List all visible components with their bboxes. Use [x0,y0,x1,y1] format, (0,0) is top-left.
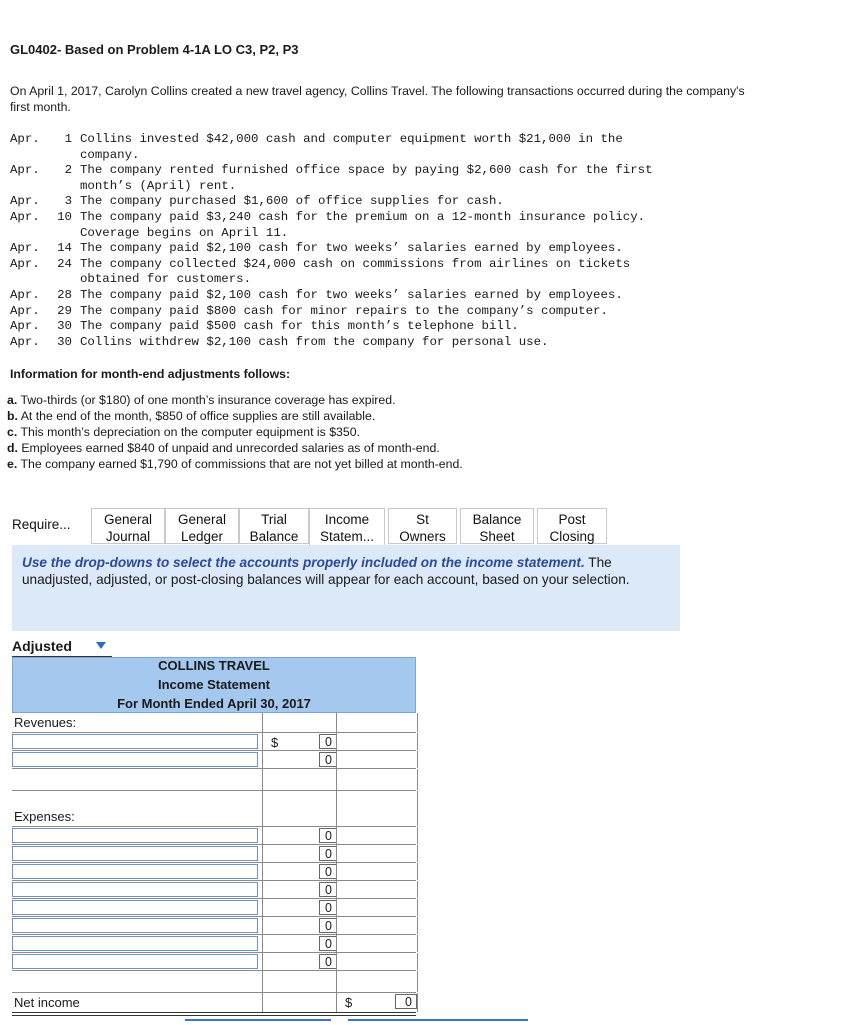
expense-account-select[interactable] [12,846,258,861]
amount-value-box [319,846,337,861]
tab-label: General [103,512,153,527]
amount-cell [262,971,337,992]
amount-cell [262,917,337,934]
transaction-continuation: company. [80,147,140,162]
tab-general-journal[interactable] [91,508,165,544]
transaction-day: 3 [64,194,72,209]
transaction-day: 14 [57,241,72,256]
problem-intro: On April 1, 2017, Carolyn Collins created a new travel agency, Collins Travel. The following transactions occurred during the company's first month. [10,84,745,114]
amount-value: 0 [325,753,332,767]
total-cell [336,917,418,934]
expense-row [12,953,416,971]
expense-account-select[interactable] [12,918,258,933]
adjustment-item [7,425,360,439]
amount-value: 0 [325,829,332,843]
total-cell [336,713,418,732]
section-label: Revenues: [14,715,77,730]
instruction-emphasis: Use the drop-downs to select the accounts properly included on the income statement. [22,555,585,570]
total-cell [336,899,418,916]
amount-cell [262,791,337,826]
amount-value: 0 [325,937,332,951]
total-cell [336,935,418,952]
statement-period: For Month Ended April 30, 2017 [117,696,311,711]
total-cell [336,733,418,750]
total-cell [336,845,418,862]
tab-label: Income [324,512,370,527]
transaction-row [10,163,800,179]
section-label: Expenses: [14,809,75,824]
tab-income-statement[interactable] [309,508,385,546]
expense-row [12,863,416,881]
expense-row [12,899,416,917]
chevron-down-icon [96,642,106,649]
transaction-text: Collins invested $42,000 cash and computer equipment worth $21,000 in the [80,132,623,146]
tab-label: Post [558,512,586,527]
net-income-cell [336,993,418,1012]
amount-value: 0 [325,955,332,969]
amount-cell [262,863,337,880]
tab-required[interactable]: Require... [12,517,71,532]
transaction-day: 30 [57,334,72,349]
transaction-text: The company paid $2,100 cash for two weeks’ salaries earned by employees. [80,241,623,256]
tab-label: Balance [472,512,522,527]
transaction-text: The company paid $3,240 cash for the premium on a 12-month insurance policy. [80,210,646,224]
amount-value-box [319,900,337,915]
adjustment-item [7,441,440,455]
tab-label: Ledger [180,529,224,544]
transaction-text: The company paid $800 cash for minor repairs to the company’s computer. [80,303,608,318]
transaction-day: 29 [57,303,72,318]
amount-cell [262,953,337,970]
expense-row [12,881,416,899]
transaction-month: Apr. [10,334,40,349]
tab-label: Owners [399,529,446,544]
revenue-row [12,751,416,769]
adjustments-heading: Information for month-end adjustments follows: [10,367,291,381]
expense-row [12,845,416,863]
amount-value: 0 [325,735,332,749]
adjustment-letter: c. [7,425,18,439]
amount-cell [262,827,337,844]
tab-label: Trial [261,512,287,527]
expense-row [12,917,416,935]
transaction-text: The company purchased $1,600 of office supplies for cash. [80,194,504,209]
net-income-box [395,994,417,1009]
adjustment-text: Two-thirds (or $180) of one month’s insurance coverage has expired. [20,393,396,407]
adjustment-letter: e. [7,457,18,471]
expenses-label [12,791,416,827]
transaction-day: 30 [57,319,72,334]
transaction-continuation: month’s (April) rent. [80,178,237,193]
transaction-month: Apr. [10,288,40,302]
net-income-label: Net income [14,995,80,1010]
amount-value: 0 [325,883,332,897]
expense-account-select[interactable] [12,882,258,897]
transaction-row [10,257,800,273]
double-underline [12,1015,416,1016]
transaction-month: Apr. [10,256,40,271]
instruction-text: The unadjusted, adjusted, or post-closing balances will appear for each account, based on your selection. [22,555,630,587]
transaction-month: Apr. [10,132,40,146]
amount-value-box [319,828,337,843]
prev-button[interactable] [185,1019,331,1025]
total-cell [336,863,418,880]
transaction-continuation: Coverage begins on April 11. [80,225,289,240]
expense-account-select[interactable] [12,900,258,915]
tab-label: St [416,512,429,527]
amount-value-box [319,864,337,879]
total-cell [336,791,418,826]
amount-cell [262,769,337,790]
transaction-month: Apr. [10,241,40,256]
statement-header [12,657,416,713]
amount-cell [262,993,337,1012]
revenue-row [12,733,416,751]
amount-value: 0 [325,847,332,861]
transaction-month: Apr. [10,194,40,209]
amount-cell [262,881,337,898]
balance-type-dropdown[interactable] [12,636,112,657]
adjustment-item [7,393,396,407]
transaction-month: Apr. [10,319,40,334]
instruction-box [12,545,680,631]
tab-label: Journal [105,529,151,544]
transaction-day: 28 [57,288,72,302]
transaction-text: The company paid $2,100 cash for two weeks’ salaries earned by employees. [80,288,623,302]
transaction-row [10,210,800,226]
total-cell [336,971,418,992]
tab-label: General [177,512,227,527]
amount-value-box [319,936,337,951]
transaction-row [10,194,800,210]
amount-cell [262,935,337,952]
tab-general-ledger[interactable] [165,508,239,544]
company-name: COLLINS TRAVEL [158,658,270,673]
amount-value-box [319,752,337,767]
tab-label: Sheet [479,529,515,544]
amount-cell [262,751,337,768]
tab-trial-balance[interactable] [239,508,309,544]
adjustment-letter: a. [7,393,18,407]
amount-value-box [319,918,337,933]
transaction-day: 24 [57,256,72,271]
expense-account-select[interactable] [12,864,258,879]
adjustment-letter: d. [7,441,18,455]
transaction-month: Apr. [10,163,40,178]
revenue-account-select[interactable] [12,734,258,749]
amount-cell [262,733,337,750]
transaction-day: 10 [57,210,72,224]
transaction-day: 1 [64,132,72,146]
transaction-month: Apr. [10,210,40,224]
balance-type-value: Adjusted [12,638,72,654]
expense-row [12,827,416,845]
amount-value-box [319,734,337,749]
expense-account-select[interactable] [12,954,258,969]
transaction-row [10,288,800,304]
net-income-value: 0 [405,995,412,1009]
revenues-label [12,713,416,733]
adjustment-letter: b. [7,409,18,423]
transaction-text: Collins withdrew $2,100 cash from the company for personal use. [80,334,549,349]
net-income-row [12,993,416,1013]
expense-account-select[interactable] [12,936,258,951]
amount-cell [262,899,337,916]
currency-symbol: $ [345,995,353,1010]
amount-value: 0 [325,865,332,879]
transaction-text: The company paid $500 cash for this month’s telephone bill. [80,319,519,334]
transaction-text: The company collected $24,000 cash on commissions from airlines on tickets [80,256,631,271]
problem-title: GL0402- Based on Problem 4-1A LO C3, P2, P3 [10,42,299,57]
amount-value-box [319,882,337,897]
tab-st-owners[interactable] [388,508,457,544]
transaction-day: 2 [64,163,72,178]
tab-label: Closing [549,529,595,544]
amount-value-box [319,954,337,969]
total-cell [336,751,418,768]
total-cell [336,827,418,844]
adjustment-text: Employees earned $840 of unpaid and unrecorded salaries as of month-end. [21,441,440,455]
amount-value: 0 [325,919,332,933]
adjustment-item [7,457,463,471]
amount-cell [262,713,337,732]
total-cell [336,953,418,970]
amount-cell [262,845,337,862]
tab-label: Balance [249,529,299,544]
tab-balance-sheet[interactable] [460,508,534,544]
transaction-row [10,304,800,320]
amount-value: 0 [325,901,332,915]
transaction-row [10,319,800,335]
statement-name: Income Statement [158,677,270,692]
transaction-continuation: obtained for customers. [80,272,252,287]
tab-label: Statem... [319,529,375,544]
blank-row [12,971,416,993]
adjustment-item [7,409,375,423]
transaction-row [10,132,800,148]
transaction-text: The company rented furnished office space by paying $2,600 cash for the first [80,163,653,178]
expense-row [12,935,416,953]
adjustment-text: The company earned $1,790 of commissions that are not yet billed at month-end. [20,457,463,471]
transaction-row [10,241,800,257]
next-button[interactable] [348,1019,528,1025]
tab-post-closing[interactable] [537,508,607,544]
revenue-account-select[interactable] [12,752,258,767]
adjustment-text: At the end of the month, $850 of office supplies are still available. [20,409,376,423]
total-cell [336,881,418,898]
transaction-month: Apr. [10,303,40,318]
transaction-row [10,335,800,351]
blank-row [12,769,416,791]
adjustment-text: This month’s depreciation on the computer equipment is $350. [20,425,360,439]
total-cell [336,769,418,790]
currency-symbol: $ [271,735,279,750]
expense-account-select[interactable] [12,828,258,843]
